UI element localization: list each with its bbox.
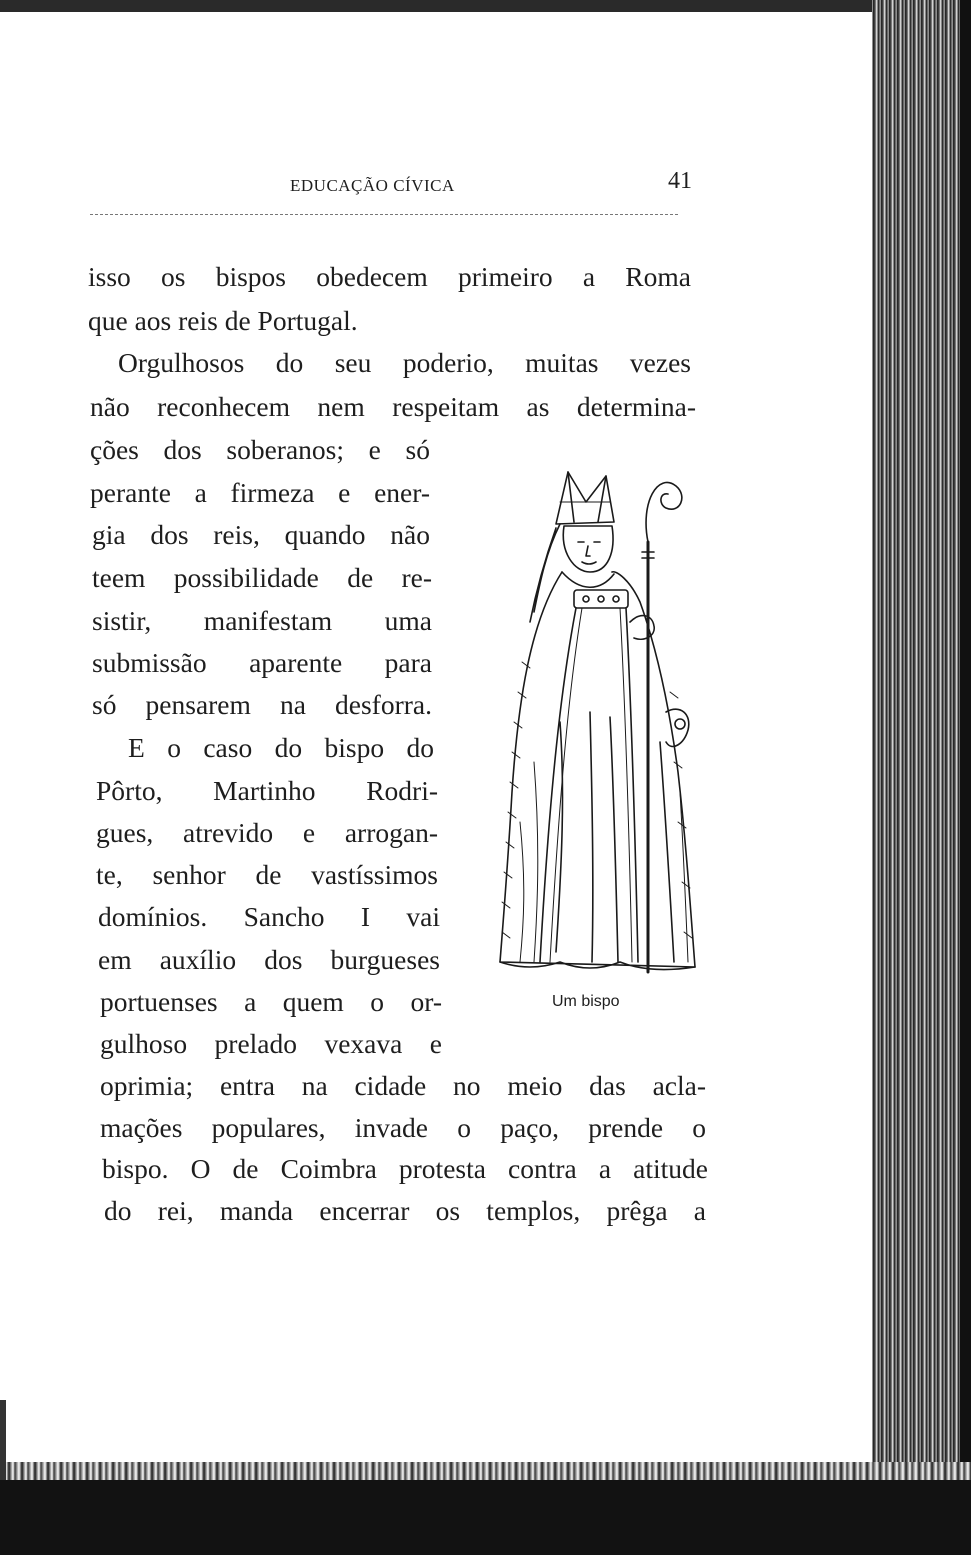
body-line: E o caso do bispo do (128, 732, 434, 763)
bishop-engraving-icon (490, 462, 705, 987)
scan-border-bottom (0, 1480, 971, 1555)
body-line: domínios. Sancho I vai (98, 901, 440, 932)
body-line: bispo. O de Coimbra protesta contra a atitude (102, 1153, 708, 1184)
body-line: sistir, manifestam uma (92, 605, 432, 636)
scan-border-right-edge (960, 0, 971, 1555)
body-line: em auxílio dos burgueses (98, 944, 440, 975)
scan-border-top (0, 0, 971, 12)
body-line: Pôrto, Martinho Rodri- (96, 775, 438, 806)
body-line: submissão aparente para (92, 647, 432, 678)
body-line: ções dos soberanos; e só (90, 434, 430, 465)
body-line: que aos reis de Portugal. (88, 305, 358, 336)
body-line: só pensarem na desforra. (92, 689, 432, 720)
body-line: portuenses a quem o or- (100, 986, 442, 1017)
scan-border-right (872, 0, 971, 1555)
body-line: gulhoso prelado vexava e (100, 1028, 442, 1059)
body-line: oprimia; entra na cidade no meio das acla- (100, 1070, 706, 1101)
figure-caption: Um bispo (552, 993, 620, 1010)
body-line: teem possibilidade de re- (92, 562, 432, 593)
body-line: Orgulhosos do seu poderio, muitas vezes (118, 347, 691, 378)
body-line: te, senhor de vastíssimos (96, 859, 438, 890)
bishop-illustration (490, 462, 705, 987)
scan-border-left (0, 1400, 6, 1480)
body-line: gues, atrevido e arrogan- (96, 817, 438, 848)
page-header (90, 168, 700, 208)
body-line: não reconhecem nem respeitam as determina- (90, 391, 696, 422)
body-line: mações populares, invade o paço, prende o (100, 1112, 706, 1143)
body-line: isso os bispos obedecem primeiro a Roma (88, 261, 691, 292)
header-rule (90, 214, 678, 215)
running-title: EDUCAÇÃO CÍVICA (290, 176, 455, 195)
page-number: 41 (668, 168, 692, 194)
body-line: gia dos reis, quando não (92, 519, 430, 550)
body-line: perante a firmeza e ener- (90, 477, 430, 508)
body-line: do rei, manda encerrar os templos, prêga a (104, 1195, 706, 1226)
